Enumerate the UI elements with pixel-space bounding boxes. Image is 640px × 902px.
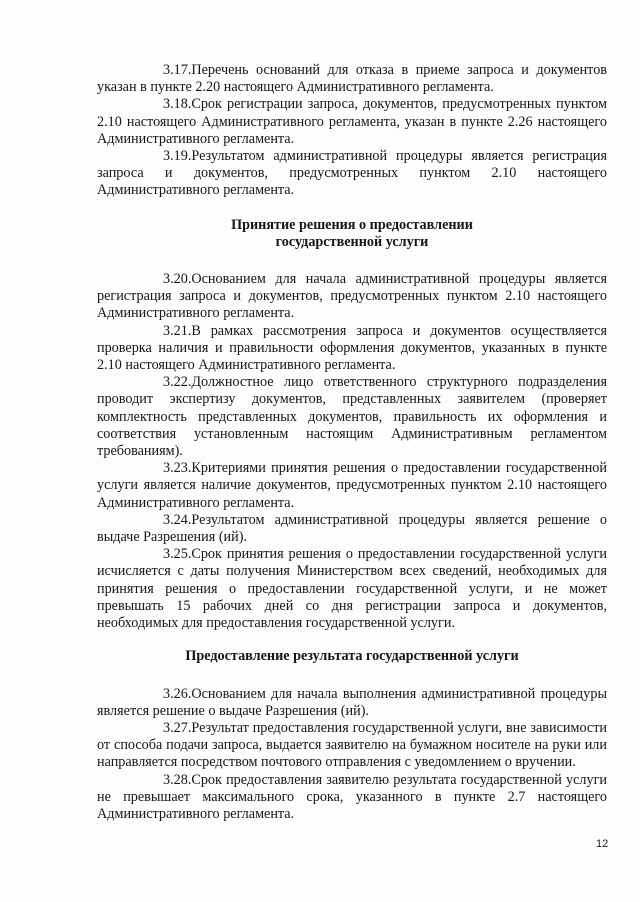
- paragraph-3-28: [97, 772, 607, 824]
- paragraph-3-21: [97, 323, 607, 375]
- section-heading-result: Предоставление результата государственной услуги: [185, 648, 519, 665]
- paragraph-text: Основанием для начала административной процедуры является регистрация запроса и документов, предусмотренных пунктом 2.10 настоящего Административного регламента.: [97, 271, 607, 322]
- paragraph-3-17: [97, 62, 607, 96]
- paragraph-number: 3.22.: [163, 374, 192, 391]
- paragraph-number: 3.23.: [163, 460, 192, 477]
- paragraph-text: Должностное лицо ответственного структурного подразделения проводит экспертизу документов, представленных заявителем (проверяет комплектность представленных документов, правильность их оформления и соответствия установленным настоящим Административным регламентом требованиям).: [97, 374, 607, 460]
- paragraph-number: 3.20.: [163, 271, 192, 288]
- paragraph-text: Основанием для начала выполнения административной процедуры является решение о выдаче Разрешения (ий).: [97, 685, 607, 719]
- paragraph-number: 3.24.: [163, 511, 192, 528]
- document-body: [97, 62, 607, 823]
- paragraph-number: 3.21.: [163, 322, 192, 339]
- paragraph-3-27: [97, 720, 607, 772]
- heading-line: государственной услуги: [275, 233, 429, 250]
- paragraph-number: 3.25.: [163, 546, 192, 563]
- paragraph-3-18: [97, 96, 607, 148]
- paragraph-text: Критериями принятия решения о предоставлении государственной услуги является наличие документов, предусмотренных пунктом 2.10 настоящего Административного регламента.: [97, 460, 607, 511]
- section-heading-decision: [97, 217, 607, 251]
- paragraph-3-20: [97, 271, 607, 323]
- paragraph-text: Перечень оснований для отказа в приеме запроса и документов указан в пункте 2.20 настоящего Административного регламента.: [97, 62, 607, 96]
- paragraph-text: Результатом административной процедуры является решение о выдаче Разрешения (ий).: [97, 511, 607, 546]
- paragraph-3-25: [97, 546, 607, 632]
- paragraph-number: 3.28.: [163, 771, 192, 788]
- paragraph-number: 3.17.: [163, 62, 192, 78]
- paragraph-text: Результатом административной процедуры является регистрация запроса и документов, предусмотренных пунктом 2.10 настоящего Административного регламента.: [97, 148, 607, 199]
- paragraph-text: Срок предоставления заявителю результата государственной услуги не превышает максимального срока, указанного в пункте 2.7 настоящего Административного регламента.: [97, 771, 607, 822]
- paragraph-text: Результат предоставления государственной услуги, вне зависимости от способа подачи запроса, выдается заявителю на бумажном носителе на руки или направляется посредством почтового отправления с уведомлением о вручении.: [97, 719, 607, 771]
- paragraph-text: Срок регистрации запроса, документов, предусмотренных пунктом 2.10 настоящего Административного регламента, указан в пункте 2.26 настоящего Административного регламента.: [97, 96, 607, 147]
- paragraph-number: 3.19.: [163, 148, 192, 165]
- paragraph-3-23: [97, 460, 607, 512]
- paragraph-3-19: [97, 148, 607, 200]
- paragraph-text: В рамках рассмотрения запроса и документов осуществляется проверка наличия и правильности оформления документов, указанных в пункте 2.10 настоящего Административного регламента.: [97, 322, 607, 374]
- paragraph-text: Срок принятия решения о предоставлении государственной услуги исчисляется с даты получения Министерством всех сведений, необходимых для принятия решения о предоставлении государственной услуги, и не может превышать 15 рабочих дней со дня регистрации запроса и документов, необходимых для предоставления государственной услуги.: [97, 546, 607, 632]
- heading-line: Принятие решения о предоставлении: [231, 216, 473, 233]
- paragraph-number: 3.18.: [163, 96, 192, 113]
- paragraph-3-22: [97, 374, 607, 460]
- paragraph-number: 3.27.: [163, 719, 192, 736]
- paragraph-number: 3.26.: [163, 685, 192, 702]
- paragraph-3-24: [97, 512, 607, 546]
- paragraph-3-26: [97, 686, 607, 720]
- page-number: 12: [596, 838, 609, 850]
